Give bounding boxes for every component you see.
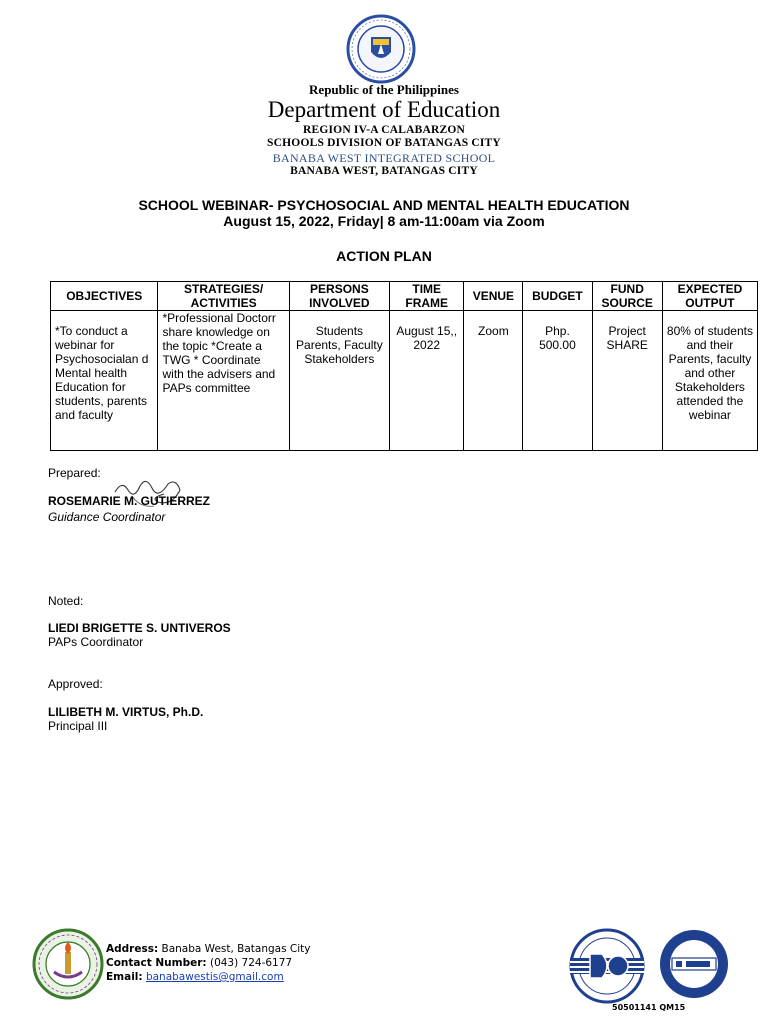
footer-address-label: Address: (106, 943, 159, 955)
prepared-position: Guidance Coordinator (48, 510, 166, 524)
footer-address (106, 942, 311, 956)
webinar-date: August 15, 2022, Friday| 8 am-11:00am via Zoom (223, 213, 545, 229)
cell-venue: Zoom (464, 311, 523, 451)
header-persons: PERSONS INVOLVED (289, 282, 389, 311)
footer-email (106, 970, 284, 984)
action-plan-heading: ACTION PLAN (336, 248, 432, 264)
noted-name: LIEDI BRIGETTE S. UNTIVEROS (48, 621, 231, 635)
region-heading: REGION IV-A CALABARZON (302, 124, 465, 136)
iqnet-certification-logo (658, 928, 730, 1000)
header-fund-source: FUND SOURCE (592, 282, 662, 311)
cell-budget: Php. 500.00 (523, 311, 592, 451)
cell-fund-source: Project SHARE (592, 311, 662, 451)
approved-name: LILIBETH M. VIRTUS, Ph.D. (48, 705, 204, 719)
footer-email-label: Email: (106, 971, 143, 983)
prepared-label: Prepared: (48, 466, 101, 480)
action-plan-table (50, 281, 758, 451)
cell-strategies: *Professional Doctorr share knowledge on the topic *Create a TWG * Coordinate with the advisers and PAPs committee (158, 311, 289, 451)
noted-label: Noted: (48, 594, 84, 608)
footer-contact (106, 956, 292, 970)
header-strategies: STRATEGIES/ ACTIVITIES (158, 282, 289, 311)
cell-objectives: *To conduct a webinar for Psychosocialan d Mental health Education for students, parents and faculty (51, 311, 158, 451)
division-heading: SCHOOLS DIVISION OF BATANGAS CITY (267, 137, 501, 149)
republic-heading: Republic of the Philippines (309, 82, 459, 97)
footer-email-link[interactable]: banabawestis@gmail.com (145, 971, 284, 983)
approved-label: Approved: (48, 677, 103, 691)
footer-contact-value: (043) 724-6177 (209, 957, 293, 969)
dqp-certification-logo (566, 928, 648, 1008)
header-expected-output: EXPECTED OUTPUT (662, 282, 757, 311)
school-name: BANABA WEST INTEGRATED SCHOOL (272, 151, 496, 165)
table-header-row (51, 282, 758, 311)
deped-seal-logo (340, 14, 422, 84)
header-budget: BUDGET (523, 282, 592, 311)
certification-code: 50501141 QM15 (612, 1003, 686, 1012)
header-venue: VENUE (464, 282, 523, 311)
noted-position: PAPs Coordinator (48, 635, 144, 649)
cell-expected-output: 80% of students and their Parents, faculty and other Stakeholders attended the webinar (662, 311, 757, 451)
school-logo (32, 928, 104, 1000)
footer-contact-label: Contact Number: (106, 957, 207, 969)
prepared-name: ROSEMARIE M. GUTIERREZ (48, 494, 211, 508)
department-heading: Department of Education (267, 97, 501, 122)
header-time-frame: TIME FRAME (390, 282, 464, 311)
cell-persons: Students Parents, Faculty Stakeholders (289, 311, 389, 451)
header-objectives: OBJECTIVES (51, 282, 158, 311)
school-address-heading: BANABA WEST, BATANGAS CITY (290, 165, 478, 177)
webinar-title: SCHOOL WEBINAR- PSYCHOSOCIAL AND MENTAL HEALTH EDUCATION (138, 197, 630, 213)
cell-time-frame: August 15,, 2022 (390, 311, 464, 451)
approved-position: Principal III (48, 719, 108, 733)
footer-address-value: Banaba West, Batangas City (161, 943, 311, 955)
table-row (51, 311, 758, 451)
